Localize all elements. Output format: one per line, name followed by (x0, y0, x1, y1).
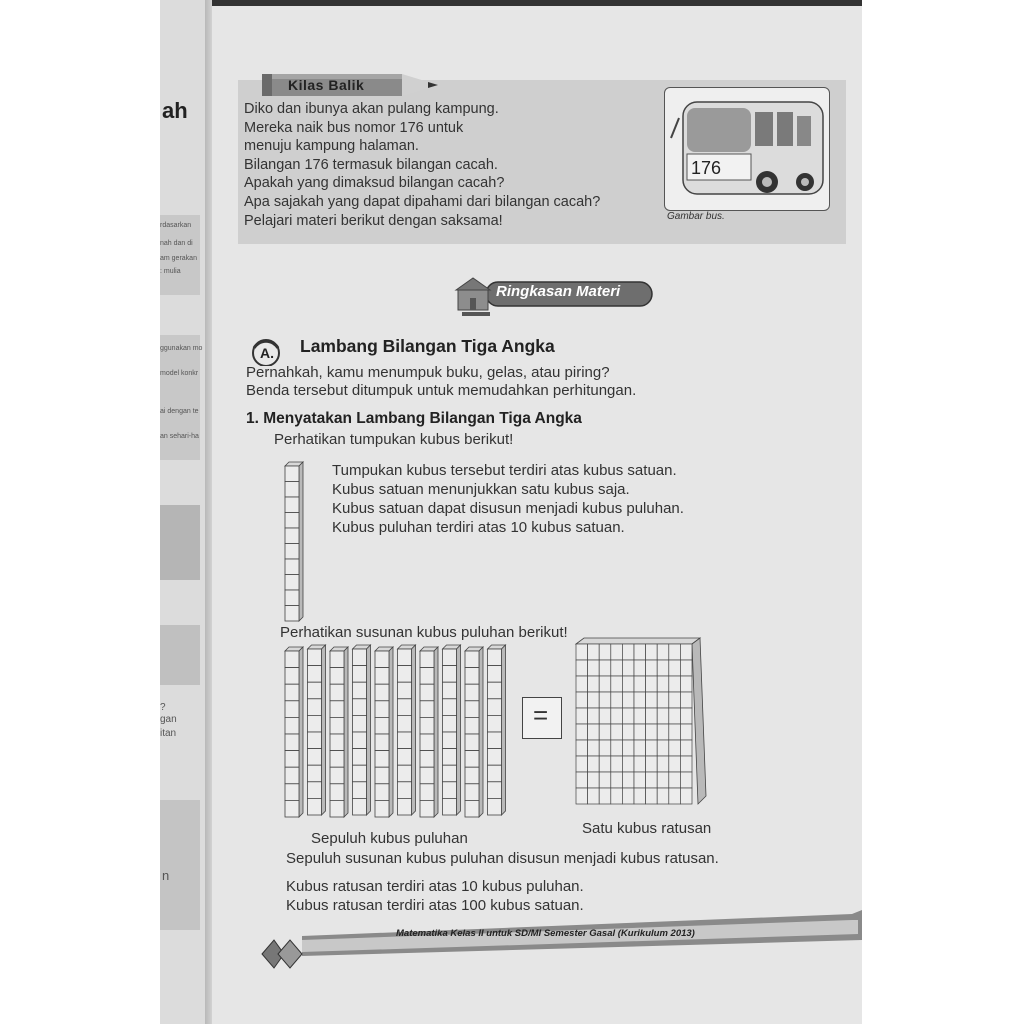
unit-cube (353, 732, 367, 749)
unit-cube (285, 575, 299, 591)
unit-cube (420, 800, 434, 817)
unit-cube (420, 751, 434, 768)
unit-cube (488, 798, 502, 815)
unit-cube (488, 782, 502, 799)
cube-column (285, 462, 303, 621)
prompt-text: Perhatikan tumpukan kubus berikut! (274, 431, 514, 448)
footer-logo-icon (260, 934, 304, 974)
unit-cube (285, 734, 299, 751)
ten-cube-column (282, 460, 312, 622)
explain-line: Kubus satuan dapat disusun menjadi kubus puluhan. (332, 500, 684, 517)
unit-cube (443, 782, 457, 799)
unit-cube (420, 734, 434, 751)
bus-image (664, 87, 830, 211)
unit-cube (420, 668, 434, 685)
explain-line: Kubus puluhan terdiri atas 10 kubus satuan. (332, 519, 625, 536)
unit-cube (398, 782, 412, 799)
cube-column (330, 647, 348, 817)
unit-cube (398, 699, 412, 716)
unit-cube (465, 800, 479, 817)
unit-cube (465, 734, 479, 751)
unit-cube (488, 649, 502, 666)
left-page-text: model konkr (160, 370, 199, 377)
left-page-text: itan (160, 728, 177, 739)
footer-title: Matematika Kelas II untuk SD/MI Semester Gasal (Kurikulum 2013) (396, 928, 695, 939)
left-page-text: am gerakan (160, 255, 197, 262)
unit-cube (308, 715, 322, 732)
unit-cube (443, 682, 457, 699)
prompt-text-2: Perhatikan susunan kubus puluhan berikut! (280, 624, 568, 641)
summary-line: Kubus ratusan terdiri atas 100 kubus satuan. (286, 897, 584, 914)
unit-cube (308, 732, 322, 749)
unit-cube (330, 717, 344, 734)
cube-column (285, 647, 303, 817)
unit-cube (285, 590, 299, 606)
unit-cube (308, 649, 322, 666)
unit-cube (308, 765, 322, 782)
kilas-balik-line: Apakah yang dimaksud bilangan cacah? (244, 175, 505, 192)
left-page-text: nah dan di (160, 240, 193, 247)
unit-cube (488, 666, 502, 683)
unit-cube (375, 784, 389, 801)
unit-cube (443, 749, 457, 766)
kilas-balik-line: Pelajari materi berikut dengan saksama! (244, 212, 503, 229)
kilas-balik-line: Apa sajakah yang dapat dipahami dari bilangan cacah? (244, 193, 601, 210)
unit-cube (353, 699, 367, 716)
unit-cube (285, 513, 299, 529)
unit-cube (285, 497, 299, 513)
unit-cube (398, 666, 412, 683)
unit-cube (488, 765, 502, 782)
left-page-block (160, 800, 200, 930)
unit-cube (285, 559, 299, 575)
unit-cube (330, 767, 344, 784)
summary-line: Sepuluh susunan kubus puluhan disusun menjadi kubus ratusan. (286, 850, 719, 867)
subsection-title: 1. Menyatakan Lambang Bilangan Tiga Angka (246, 410, 582, 427)
unit-cube (398, 715, 412, 732)
unit-cube (285, 784, 299, 801)
intro-line: Benda tersebut ditumpuk untuk memudahkan perhitungan. (246, 382, 637, 399)
unit-cube (285, 717, 299, 734)
unit-cube (420, 684, 434, 701)
left-page-text: n (162, 868, 170, 883)
unit-cube (488, 749, 502, 766)
unit-cube (375, 717, 389, 734)
kilas-balik-line: Bilangan 176 termasuk bilangan cacah. (244, 156, 498, 173)
unit-cube (443, 649, 457, 666)
unit-cube (488, 682, 502, 699)
cube-column (443, 645, 461, 815)
caption-hundred: Satu kubus ratusan (582, 820, 712, 837)
ringkasan-materi-label: Ringkasan Materi (496, 283, 621, 300)
unit-cube (465, 767, 479, 784)
caption-ten-tens: Sepuluh kubus puluhan (311, 830, 468, 847)
unit-cube (285, 701, 299, 718)
unit-cube (375, 734, 389, 751)
left-page-text: ? (160, 702, 166, 713)
unit-cube (443, 798, 457, 815)
left-page-block (160, 625, 200, 685)
unit-cube (398, 649, 412, 666)
unit-cube (398, 682, 412, 699)
summary-line: Kubus ratusan terdiri atas 10 kubus puluhan. (286, 878, 584, 895)
unit-cube (488, 732, 502, 749)
left-page-text: ai dengan te (160, 408, 199, 415)
unit-cube (285, 751, 299, 768)
kilas-balik-line: Mereka naik bus nomor 176 untuk (244, 119, 464, 136)
cube-column (420, 647, 438, 817)
unit-cube (353, 715, 367, 732)
unit-cube (330, 800, 344, 817)
explain-line: Tumpukan kubus tersebut terdiri atas kubus satuan. (332, 462, 677, 479)
unit-cube (375, 800, 389, 817)
unit-cube (465, 784, 479, 801)
left-page-text: an sehari-ha (160, 433, 199, 440)
background-right (862, 0, 1024, 1024)
unit-cube (308, 798, 322, 815)
unit-cube (420, 701, 434, 718)
left-page-text: rdasarkan (160, 222, 192, 229)
section-letter: A. (260, 345, 274, 361)
unit-cube (398, 732, 412, 749)
unit-cube (285, 466, 299, 482)
unit-cube (465, 717, 479, 734)
unit-cube (353, 749, 367, 766)
unit-cube (308, 749, 322, 766)
unit-cube (330, 734, 344, 751)
unit-cube (285, 528, 299, 544)
left-page-heading: ah (162, 98, 188, 123)
unit-cube (330, 651, 344, 668)
unit-cube (420, 651, 434, 668)
cube-column (353, 645, 371, 815)
unit-cube (308, 782, 322, 799)
page-top-bar (212, 0, 862, 6)
unit-cube (398, 749, 412, 766)
unit-cube (375, 651, 389, 668)
bus-number: 176 (691, 158, 722, 178)
unit-cube (465, 751, 479, 768)
left-page-strip (160, 335, 203, 460)
unit-cube (398, 798, 412, 815)
kilas-balik-line: Diko dan ibunya akan pulang kampung. (244, 101, 499, 117)
unit-cube (398, 765, 412, 782)
hundred-grid (576, 638, 706, 804)
unit-cube (420, 717, 434, 734)
hundred-cube-flat (572, 636, 712, 812)
unit-cube (375, 668, 389, 685)
left-page-text: : mulia (160, 268, 181, 275)
unit-cube (353, 765, 367, 782)
unit-cube (285, 606, 299, 622)
unit-cube (465, 684, 479, 701)
unit-cube (465, 651, 479, 668)
unit-cube (285, 651, 299, 668)
unit-cube (308, 682, 322, 699)
unit-cube (285, 482, 299, 498)
unit-cube (285, 684, 299, 701)
left-page-text: gan (160, 714, 177, 725)
ten-tens-columns (282, 642, 514, 820)
unit-cube (443, 765, 457, 782)
unit-cube (488, 715, 502, 732)
unit-cube (330, 701, 344, 718)
explain-line: Kubus satuan menunjukkan satu kubus saja. (332, 481, 630, 498)
unit-cube (375, 701, 389, 718)
unit-cube (443, 666, 457, 683)
cube-column (308, 645, 326, 815)
unit-cube (330, 684, 344, 701)
unit-cube (330, 751, 344, 768)
unit-cube (330, 668, 344, 685)
cube-column (398, 645, 416, 815)
intro-line: Pernahkah, kamu menumpuk buku, gelas, atau piring? (246, 364, 610, 381)
unit-cube (353, 666, 367, 683)
unit-cube (308, 666, 322, 683)
unit-cube (285, 767, 299, 784)
unit-cube (353, 782, 367, 799)
unit-cube (353, 649, 367, 666)
unit-cube (465, 668, 479, 685)
left-page-text: ggunakan mo (160, 345, 203, 352)
unit-cube (420, 784, 434, 801)
unit-cube (330, 784, 344, 801)
unit-cube (420, 767, 434, 784)
bus-icon (665, 88, 829, 210)
kilas-balik-text (244, 100, 664, 230)
equals-sign: = (533, 700, 549, 730)
section-title: Lambang Bilangan Tiga Angka (300, 336, 555, 356)
unit-cube (375, 767, 389, 784)
kilas-balik-title: Kilas Balik (288, 77, 365, 93)
unit-cube (308, 699, 322, 716)
unit-cube (443, 732, 457, 749)
cube-column (488, 645, 506, 815)
unit-cube (375, 751, 389, 768)
unit-cube (285, 800, 299, 817)
unit-cube (285, 668, 299, 685)
cube-column (465, 647, 483, 817)
unit-cube (353, 682, 367, 699)
cube-column (375, 647, 393, 817)
unit-cube (285, 544, 299, 560)
bus-caption: Gambar bus. (667, 211, 725, 222)
unit-cube (353, 798, 367, 815)
left-page-block (160, 505, 200, 580)
unit-cube (443, 715, 457, 732)
unit-cube (375, 684, 389, 701)
kilas-balik-line: menuju kampung halaman. (244, 138, 419, 155)
unit-cube (443, 699, 457, 716)
unit-cube (465, 701, 479, 718)
unit-cube (488, 699, 502, 716)
